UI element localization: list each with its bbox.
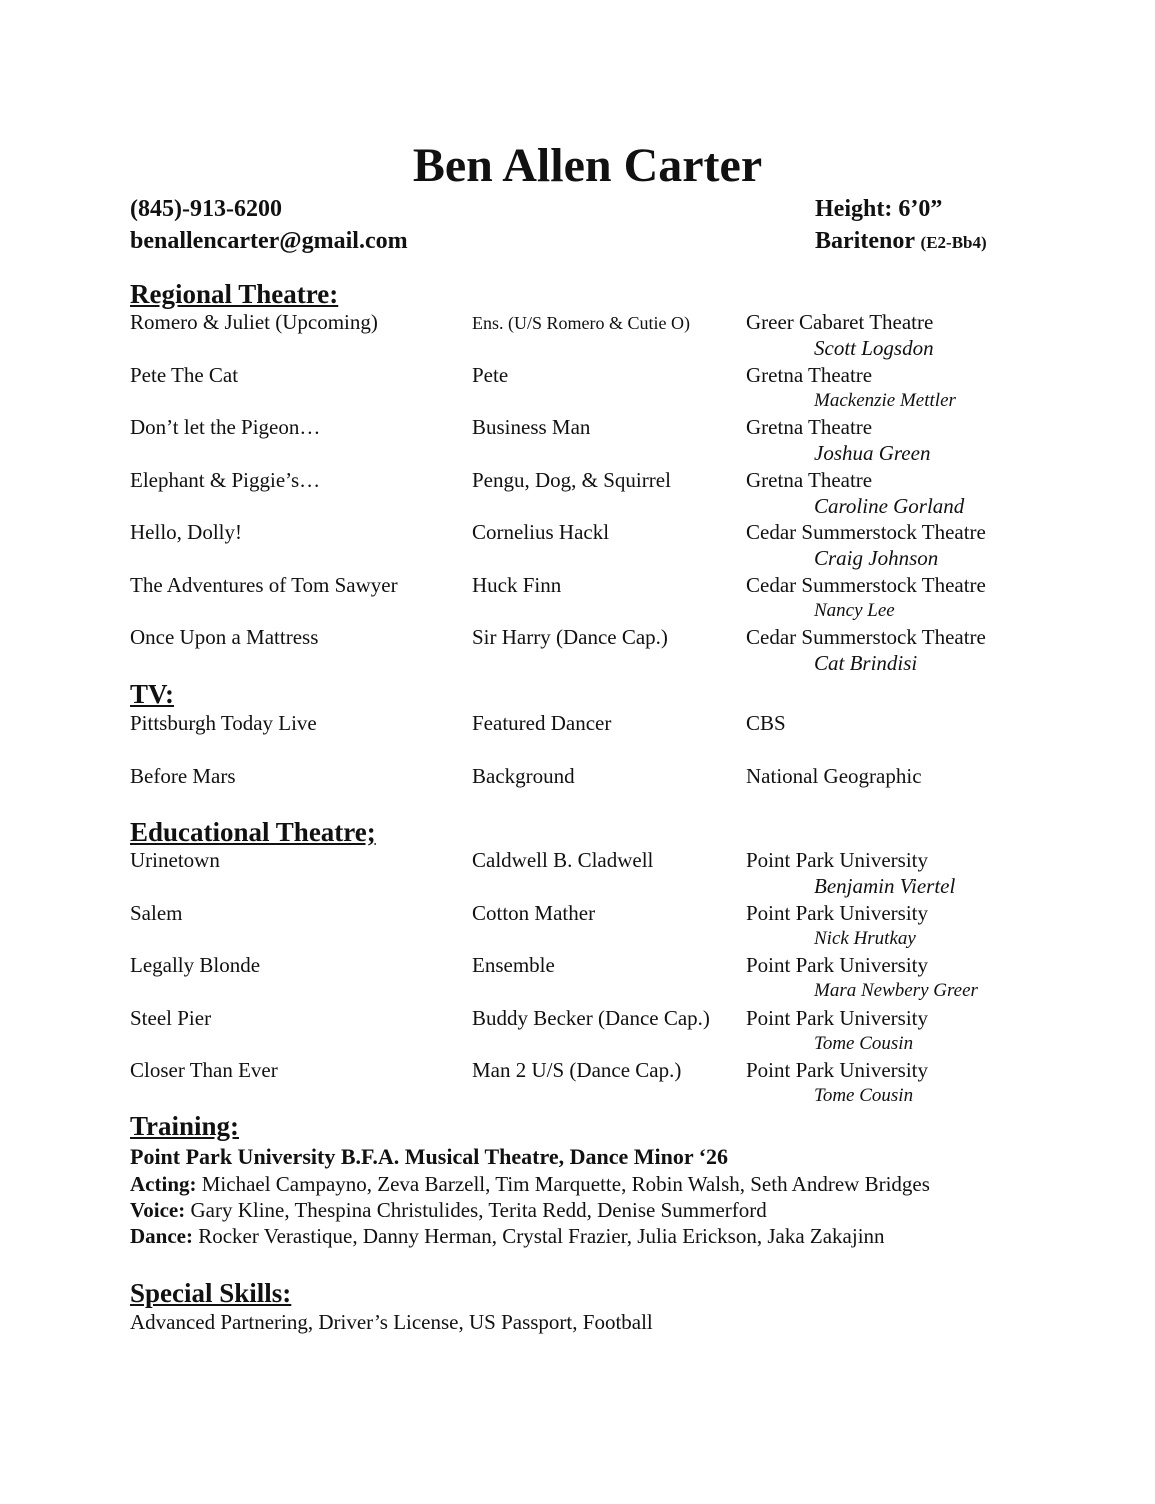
credit-row xyxy=(130,1057,1130,1110)
role: Buddy Becker (Dance Cap.) xyxy=(472,1005,710,1030)
venue: Gretna Theatre xyxy=(746,415,873,439)
show-title: Once Upon a Mattress xyxy=(130,625,319,649)
educational-theatre-list xyxy=(130,847,1130,1110)
director: Benjamin Viertel xyxy=(814,874,956,898)
show-title: Hello, Dolly! xyxy=(130,520,242,544)
show-title: The Adventures of Tom Sawyer xyxy=(130,572,398,597)
contact-block xyxy=(130,193,408,257)
special-skills-list: Advanced Partnering, Driver’s License, US Passport, Football xyxy=(130,1310,653,1334)
credit-row xyxy=(130,624,1130,677)
role: Man 2 U/S (Dance Cap.) xyxy=(472,1058,682,1082)
role: Pengu, Dog, & Squirrel xyxy=(472,467,671,492)
venue: Cedar Summerstock Theatre xyxy=(746,572,986,597)
special-skills-heading: Special Skills: xyxy=(130,1278,292,1308)
voice-type-line xyxy=(815,225,987,259)
show-title: Salem xyxy=(130,900,183,925)
stats-block xyxy=(815,193,987,259)
credit-row xyxy=(130,414,1130,467)
role: Ensemble xyxy=(472,953,555,977)
show-title: Legally Blonde xyxy=(130,953,261,977)
show-title: Romero & Juliet (Upcoming) xyxy=(130,310,378,334)
show-title: Pete The Cat xyxy=(130,362,239,387)
director: Tome Cousin xyxy=(814,1032,914,1054)
role: Ens. (U/S Romero & Cutie O) xyxy=(472,313,690,333)
credit-row xyxy=(130,763,1130,816)
director: Tome Cousin xyxy=(814,1085,914,1106)
venue: Point Park University xyxy=(746,848,928,872)
voice-label: Voice: xyxy=(130,1198,186,1222)
role: Cornelius Hackl xyxy=(472,520,610,544)
regional-theatre-list xyxy=(130,309,1130,677)
voice-teachers: Gary Kline, Thespina Christulides, Terita Redd, Denise Summerford xyxy=(190,1198,767,1222)
show-title: Pittsburgh Today Live xyxy=(130,711,317,735)
director: Caroline Gorland xyxy=(814,493,965,518)
training-voice xyxy=(130,1197,767,1223)
credit-row xyxy=(130,309,1130,362)
acting-teachers: Michael Campayno, Zeva Barzell, Tim Marquette, Robin Walsh, Seth Andrew Bridges xyxy=(201,1172,930,1196)
role: Pete xyxy=(472,362,509,387)
role: Caldwell B. Cladwell xyxy=(472,848,654,872)
credit-row xyxy=(130,900,1130,953)
role: Business Man xyxy=(472,415,591,439)
credit-row xyxy=(130,1005,1130,1058)
phone-number: (845)-913-6200 xyxy=(130,196,282,222)
venue: Greer Cabaret Theatre xyxy=(746,310,934,334)
show-title: Elephant & Piggie’s… xyxy=(130,467,321,492)
acting-label: Acting: xyxy=(130,1172,197,1196)
dance-label: Dance: xyxy=(130,1224,193,1248)
dance-teachers: Rocker Verastique, Danny Herman, Crystal Frazier, Julia Erickson, Jaka Zakajinn xyxy=(198,1224,885,1248)
venue: Gretna Theatre xyxy=(746,362,873,387)
venue: Cedar Summerstock Theatre xyxy=(746,520,986,544)
role: Background xyxy=(472,763,575,788)
resume-name: Ben Allen Carter xyxy=(412,139,763,192)
director: Craig Johnson xyxy=(814,546,939,570)
director: Mara Newbery Greer xyxy=(814,980,978,1001)
director: Mackenzie Mettler xyxy=(814,389,956,411)
show-title: Don’t let the Pigeon… xyxy=(130,415,321,439)
network: National Geographic xyxy=(746,763,922,788)
show-title: Closer Than Ever xyxy=(130,1058,278,1082)
credit-row xyxy=(130,952,1130,1005)
email-address: benallencarter@gmail.com xyxy=(130,228,408,254)
venue: Point Park University xyxy=(746,900,928,925)
venue: Gretna Theatre xyxy=(746,467,873,492)
role: Featured Dancer xyxy=(472,711,612,735)
network: CBS xyxy=(746,711,786,735)
credit-row xyxy=(130,572,1130,625)
credit-row xyxy=(130,847,1130,900)
credit-row xyxy=(130,710,1130,763)
venue: Point Park University xyxy=(746,953,928,977)
educational-theatre-heading: Educational Theatre; xyxy=(130,817,376,847)
voice-type: Baritenor xyxy=(815,228,915,254)
training-dance xyxy=(130,1223,885,1249)
regional-theatre-heading: Regional Theatre: xyxy=(130,279,339,309)
height: Height: 6’0” xyxy=(815,196,943,222)
credit-row xyxy=(130,362,1130,415)
venue: Point Park University xyxy=(746,1005,928,1030)
role: Sir Harry (Dance Cap.) xyxy=(472,625,668,649)
credit-row xyxy=(130,467,1130,520)
training-degree: Point Park University B.F.A. Musical Theatre, Dance Minor ‘26 xyxy=(130,1144,729,1169)
voice-range: (E2-Bb4) xyxy=(920,233,987,252)
show-title: Steel Pier xyxy=(130,1005,212,1030)
credit-row xyxy=(130,519,1130,572)
role: Huck Finn xyxy=(472,572,562,597)
training-acting xyxy=(130,1171,930,1197)
tv-list xyxy=(130,710,1130,815)
show-title: Urinetown xyxy=(130,848,220,872)
director: Joshua Green xyxy=(814,441,931,465)
role: Cotton Mather xyxy=(472,900,596,925)
director: Nancy Lee xyxy=(814,599,895,621)
training-heading: Training: xyxy=(130,1111,240,1141)
director: Cat Brindisi xyxy=(814,651,918,675)
director: Nick Hrutkay xyxy=(814,927,916,949)
tv-heading: TV: xyxy=(130,679,175,709)
director: Scott Logsdon xyxy=(814,336,934,360)
show-title: Before Mars xyxy=(130,763,236,788)
venue: Point Park University xyxy=(746,1058,928,1082)
venue: Cedar Summerstock Theatre xyxy=(746,625,986,649)
